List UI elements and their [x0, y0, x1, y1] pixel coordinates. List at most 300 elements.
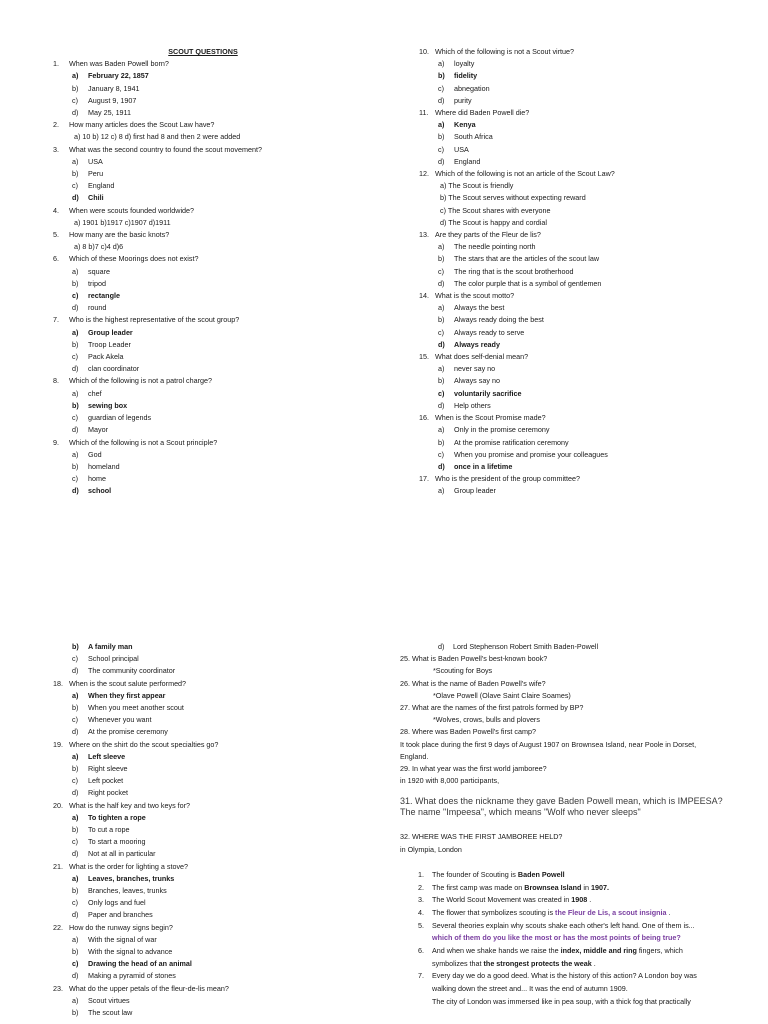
question-text: Where on the shirt do the scout specialties go?	[69, 739, 219, 749]
answer-option	[53, 107, 353, 119]
option-letter: d)	[72, 193, 79, 203]
option-letter: a)	[438, 486, 445, 496]
option-letter: c)	[72, 654, 78, 664]
question-number: 16.	[419, 413, 429, 423]
option-text: When you meet another scout	[88, 703, 184, 713]
answer-option	[53, 424, 353, 436]
option-letter: a)	[72, 71, 79, 81]
option-text: 1901 b)1917 c)1907 d)1911	[82, 217, 171, 227]
answer-31: The name "Impeesa", which means "Wolf who never sleeps"	[400, 806, 641, 817]
option-letter: d)	[440, 217, 449, 227]
question-text: How do the runway signs begin?	[69, 922, 173, 932]
option-text: Group leader	[88, 327, 133, 337]
option-text: Always ready doing the best	[454, 315, 544, 325]
question-number: 8.	[53, 376, 59, 386]
answer-option	[53, 763, 373, 775]
question-26: 26. What is the name of Baden Powell's wife?	[400, 678, 546, 688]
fact-number: 5.	[418, 920, 424, 930]
option-letter: c)	[72, 352, 78, 362]
option-text: USA	[88, 156, 103, 166]
question-1	[53, 58, 353, 70]
option-text: Always ready	[454, 339, 500, 349]
column-top-right	[419, 46, 749, 498]
option-letter: c)	[438, 144, 444, 154]
question-number: 6.	[53, 254, 59, 264]
option-letter: a)	[72, 327, 79, 337]
answer-option	[419, 314, 749, 326]
answer-option	[53, 690, 373, 702]
fact-7-continuation: walking down the street and... It was the end of autumn 1909.	[432, 984, 628, 994]
option-letter: c)	[438, 266, 444, 276]
question-text: How many articles does the Scout Law have?	[69, 120, 215, 130]
answer-option	[53, 290, 353, 302]
option-letter: c)	[72, 291, 79, 301]
fact-5-continuation: which of them do you like the most or has the most points of being true?	[432, 933, 681, 943]
answer-option	[53, 363, 353, 375]
option-text: South Africa	[454, 132, 493, 142]
answer-option	[53, 302, 353, 314]
option-text: USA	[454, 144, 469, 154]
fact-number: 4.	[418, 907, 424, 917]
question-28: 28. Where was Baden Powell's first camp?	[400, 727, 536, 737]
option-text: Only in the promise ceremony	[454, 425, 550, 435]
question-text: Which of the following is not an article of the Scout Law?	[435, 169, 615, 179]
question-number: 14.	[419, 291, 429, 301]
option-letter: a)	[438, 425, 445, 435]
option-text: square	[88, 266, 110, 276]
answer-option	[419, 217, 749, 229]
question-31: 31. What does the nickname they gave Baden Powell mean, which is IMPEESA?	[400, 796, 723, 807]
option-text: Group leader	[454, 486, 496, 496]
question-9	[53, 437, 353, 449]
option-text: never say no	[454, 364, 496, 374]
fact-emphasis: Baden Powell	[517, 869, 565, 879]
question-number: 11.	[419, 108, 429, 118]
answer-26: *Olave Powell (Olave Saint Claire Soames)	[433, 690, 571, 700]
option-text: sewing box	[88, 400, 128, 410]
question-number: 19.	[53, 739, 63, 749]
answer-option	[419, 400, 749, 412]
answer-option	[419, 327, 749, 339]
answer-29: in 1920 with 8,000 participants,	[400, 776, 500, 786]
option-letter: d)	[72, 910, 79, 920]
option-letter: a)	[72, 156, 79, 166]
answer-option	[53, 156, 353, 168]
option-text: August 9, 1907	[88, 95, 137, 105]
option-letter: d)	[72, 971, 79, 981]
option-text: Drawing the head of an animal	[88, 959, 192, 969]
question-18	[53, 678, 373, 690]
question-3	[53, 144, 353, 156]
answer-option	[53, 461, 353, 473]
fact-7-continuation: The city of London was immersed like in pea soup, with a thick fog that practically	[432, 996, 691, 1006]
answer-option	[419, 461, 749, 473]
answer-option	[53, 995, 373, 1007]
answer-option: d) Lord Stephenson Robert Smith Baden-Powell	[438, 642, 599, 651]
option-text: homeland	[88, 461, 120, 471]
question-23	[53, 983, 373, 995]
answer-option	[53, 217, 353, 229]
answer-option	[53, 848, 373, 860]
option-text: voluntarily sacrifice	[454, 388, 522, 398]
option-text: round	[88, 303, 107, 313]
answer-option	[53, 836, 373, 848]
answer-28-line1: It took place during the first 9 days of August 1907 on Brownsea Island, near Poole in Dorset,	[400, 739, 697, 749]
question-text: Are they parts of the Fleur de lis?	[435, 230, 541, 240]
option-letter: c)	[72, 959, 79, 969]
fact-number: 1.	[418, 869, 424, 879]
option-text: To cut a rope	[88, 825, 130, 835]
option-letter: d)	[72, 666, 79, 676]
answer-option	[53, 958, 373, 970]
fact-emphasis: Brownsea Island	[524, 882, 582, 892]
question-text: Which of the following is not a patrol charge?	[69, 376, 213, 386]
answer-option	[53, 714, 373, 726]
answer-option	[419, 437, 749, 449]
question-25: 25. What is Baden Powell's best-known book?	[400, 654, 548, 664]
option-letter: a)	[74, 217, 83, 227]
option-letter: d)	[438, 461, 445, 471]
answer-option	[53, 1007, 373, 1019]
answer-option	[419, 485, 749, 497]
answer-option	[53, 702, 373, 714]
answer-option	[419, 388, 749, 400]
answer-option	[53, 485, 353, 497]
question-15	[419, 351, 749, 363]
question-text: When was Baden Powell born?	[69, 59, 169, 69]
option-text: chef	[88, 388, 102, 398]
option-letter: a)	[72, 751, 79, 761]
question-text: Which of these Moorings does not exist?	[69, 254, 199, 264]
option-letter: c)	[438, 83, 444, 93]
question-4	[53, 205, 353, 217]
option-text: February 22, 1857	[88, 71, 149, 81]
question-number: 2.	[53, 120, 59, 130]
option-text: England	[88, 181, 115, 191]
option-letter: d)	[438, 400, 445, 410]
answer-option	[53, 897, 373, 909]
option-text: The needle pointing north	[454, 242, 536, 252]
question-17	[419, 473, 749, 485]
option-text: Help others	[454, 400, 491, 410]
facts-list	[400, 869, 760, 933]
question-number: 10.	[419, 47, 429, 56]
option-letter: c)	[72, 413, 78, 423]
question-number: 4.	[53, 205, 59, 215]
option-text: Only logs and fuel	[88, 898, 146, 908]
option-text: home	[88, 474, 106, 484]
answer-option	[53, 787, 373, 799]
option-text: guardian of legends	[88, 413, 152, 423]
option-text: clan coordinator	[88, 364, 140, 374]
option-text: May 25, 1911	[88, 108, 132, 118]
option-letter: a)	[72, 449, 79, 459]
answer-option	[53, 885, 373, 897]
question-text: Which of the following is not a Scout principle?	[69, 437, 218, 447]
question-16	[419, 412, 749, 424]
option-letter: d)	[72, 364, 79, 374]
question-8	[53, 375, 353, 387]
answer-option	[419, 278, 749, 290]
question-number: 17.	[419, 474, 429, 484]
option-letter: b)	[438, 132, 445, 142]
option-text: The stars that are the articles of the scout law	[454, 254, 600, 264]
option-text: 10 b) 12 c) 8 d) first had 8 and then 2 were added	[82, 132, 241, 142]
fact-text: The first camp was made on	[432, 882, 525, 892]
question-12	[419, 168, 749, 180]
option-text: Whenever you want	[88, 715, 152, 725]
option-text: Troop Leader	[88, 339, 131, 349]
question-text: Where did Baden Powell die?	[435, 108, 530, 118]
answer-option	[419, 180, 749, 192]
question-text: What is the scout motto?	[435, 291, 515, 301]
fact-text: Several theories explain why scouts shake each other's left hand. One of them is...	[432, 920, 695, 930]
option-text: Right pocket	[88, 788, 128, 798]
answer-option	[419, 95, 749, 107]
question-text: Which of the following is not a Scout virtue?	[435, 47, 575, 56]
answer-option	[419, 302, 749, 314]
option-text: The scout law	[88, 1008, 133, 1018]
option-letter: b)	[438, 315, 445, 325]
option-letter: c)	[438, 449, 444, 459]
option-text: Left pocket	[88, 776, 124, 786]
fact-item	[400, 882, 760, 895]
option-letter: a)	[72, 995, 79, 1005]
answer-option	[419, 449, 749, 461]
question-text: When is the Scout Promise made?	[435, 413, 546, 423]
answer-option	[419, 241, 749, 253]
question-19	[53, 739, 373, 751]
answer-option	[419, 119, 749, 131]
answer-25: *Scouting for Boys	[433, 666, 493, 676]
option-letter: b)	[72, 703, 79, 713]
option-letter: b)	[72, 169, 79, 179]
option-text: purity	[454, 95, 472, 105]
fact-item	[400, 907, 760, 920]
option-letter: d)	[72, 849, 79, 859]
answer-option	[419, 58, 749, 70]
option-letter: a)	[74, 132, 83, 142]
option-text: Peru	[88, 169, 104, 179]
option-letter: a)	[438, 303, 445, 313]
answer-option	[53, 873, 373, 885]
option-letter: a)	[72, 934, 79, 944]
option-letter: c)	[72, 181, 78, 191]
fact-text: .	[587, 895, 592, 905]
fact-emphasis: the Fleur de Lis, a scout insignia	[555, 907, 667, 917]
question-number: 21.	[53, 861, 63, 871]
fact-item	[400, 894, 760, 907]
question-20	[53, 800, 373, 812]
option-letter: d)	[438, 278, 445, 288]
answer-option	[53, 412, 353, 424]
option-letter: c)	[72, 715, 78, 725]
option-letter: d)	[72, 788, 79, 798]
answer-option	[419, 205, 749, 217]
option-letter: c)	[72, 837, 78, 847]
answer-option	[53, 934, 373, 946]
option-text: rectangle	[88, 291, 120, 301]
option-text: Paper and branches	[88, 910, 153, 920]
answer-option	[419, 375, 749, 387]
answer-option	[53, 192, 353, 204]
answer-option	[53, 641, 373, 653]
answer-option	[53, 726, 373, 738]
option-text: When they first appear	[88, 690, 166, 700]
question-text: What was the second country to found the scout movement?	[69, 144, 262, 154]
column-bottom-left	[53, 641, 373, 1019]
option-text: fidelity	[454, 71, 478, 81]
question-2	[53, 119, 353, 131]
answer-option	[53, 351, 353, 363]
question-6	[53, 253, 353, 265]
option-text: The color purple that is a symbol of gentlemen	[454, 278, 602, 288]
fact-item: 7. Every day we do a good deed. What is the history of this action? A London boy was	[418, 971, 697, 981]
option-text: abnegation	[454, 83, 490, 93]
option-text: once in a lifetime	[454, 461, 513, 471]
answer-option	[419, 424, 749, 436]
fact-item: 6. And when we shake hands we raise the index, middle and ring fingers, which	[418, 946, 683, 956]
answer-option	[53, 131, 353, 143]
fact-number: 2.	[418, 882, 424, 892]
option-letter: c)	[438, 388, 445, 398]
option-letter: d)	[438, 95, 445, 105]
option-text: The ring that is the scout brotherhood	[454, 266, 574, 276]
option-letter: b)	[72, 400, 79, 410]
option-text: Always say no	[454, 376, 500, 386]
fact-item	[400, 869, 760, 882]
option-text: Kenya	[454, 120, 476, 130]
answer-option	[53, 970, 373, 982]
option-text: With the signal to advance	[88, 947, 173, 957]
option-letter: b)	[72, 886, 79, 896]
fact-text: in	[581, 882, 591, 892]
answer-option	[419, 144, 749, 156]
question-number: 13.	[419, 230, 429, 240]
fact-text: The founder of Scouting is	[432, 869, 518, 879]
option-letter: b)	[72, 339, 79, 349]
option-text: Not at all in particular	[88, 849, 156, 859]
question-number: 5.	[53, 230, 59, 240]
option-text: With the signal of war	[88, 934, 157, 944]
option-text: The Scout is happy and cordial	[448, 217, 547, 227]
question-22	[53, 922, 373, 934]
answer-option	[53, 400, 353, 412]
option-text: To start a mooring	[88, 837, 146, 847]
option-letter: d)	[438, 339, 445, 349]
question-text: When were scouts founded worldwide?	[69, 205, 195, 215]
answer-option	[53, 95, 353, 107]
option-text: God	[88, 449, 102, 459]
question-number: 12.	[419, 169, 429, 179]
answer-option	[53, 751, 373, 763]
option-letter: b)	[72, 642, 79, 651]
answer-option	[419, 131, 749, 143]
question-text: What is the order for lighting a stove?	[69, 861, 189, 871]
question-text: Who is the highest representative of the scout group?	[69, 315, 240, 325]
fact-emphasis: 1907.	[591, 882, 609, 892]
option-text: Always the best	[454, 303, 505, 313]
answer-option	[53, 180, 353, 192]
option-letter: a)	[72, 690, 79, 700]
answer-option	[53, 449, 353, 461]
option-letter: d)	[438, 156, 445, 166]
option-text: To tighten a rope	[88, 812, 146, 822]
answer-option	[53, 473, 353, 485]
option-letter: b)	[72, 1008, 79, 1018]
option-text: January 8, 1941	[88, 83, 140, 93]
question-text: When is the scout salute performed?	[69, 678, 187, 688]
option-text: The Scout is friendly	[448, 181, 514, 191]
answer-32: in Olympia, London	[400, 844, 462, 854]
option-text: loyalty	[454, 59, 475, 69]
answer-option	[53, 168, 353, 180]
option-letter: a)	[440, 181, 449, 191]
option-text: The Scout shares with everyone	[447, 205, 551, 215]
option-letter: d)	[72, 425, 79, 435]
option-text: Always ready to serve	[454, 327, 525, 337]
option-letter: b)	[438, 71, 445, 81]
fact-6-continuation: symbolizes that the strongest protects the weak .	[432, 958, 596, 968]
option-letter: b)	[72, 461, 79, 471]
option-text: The Scout serves without expecting reward	[448, 193, 586, 203]
option-letter: c)	[438, 327, 444, 337]
option-letter: b)	[438, 254, 445, 264]
answer-option	[53, 946, 373, 958]
answer-option	[53, 653, 373, 665]
option-letter: a)	[72, 266, 79, 276]
fact-number: 3.	[418, 895, 424, 905]
question-14	[419, 290, 749, 302]
question-21	[53, 861, 373, 873]
option-text: Left sleeve	[88, 751, 126, 761]
option-letter: d)	[72, 486, 79, 496]
question-32: 32. WHERE WAS THE FIRST JAMBOREE HELD?	[400, 832, 563, 842]
answer-27: *Wolves, crows, bulls and plovers	[433, 715, 540, 725]
option-text: Right sleeve	[88, 764, 128, 774]
question-text: What does self-denial mean?	[435, 352, 529, 362]
option-letter: a)	[72, 873, 79, 883]
option-text: school	[88, 486, 112, 496]
answer-option	[53, 327, 353, 339]
option-letter: d)	[72, 727, 79, 737]
option-letter: a)	[438, 242, 445, 252]
answer-option	[53, 388, 353, 400]
option-letter: d)	[72, 108, 79, 118]
option-text: Pack Akela	[88, 352, 124, 362]
question-text: How many are the basic knots?	[69, 230, 170, 240]
question-number: 15.	[419, 352, 429, 362]
answer-option	[53, 812, 373, 824]
option-text: Making a pyramid of stones	[88, 971, 176, 981]
answer-option	[419, 156, 749, 168]
option-text: Mayor	[88, 425, 108, 435]
option-letter: a)	[438, 59, 445, 69]
question-number: 7.	[53, 315, 59, 325]
question-text: Who is the president of the group committee?	[435, 474, 581, 484]
option-letter: c)	[72, 776, 78, 786]
option-text: tripod	[88, 278, 106, 288]
answer-option	[53, 278, 353, 290]
option-letter: c)	[72, 898, 78, 908]
question-number: 22.	[53, 922, 63, 932]
answer-option	[419, 83, 749, 95]
option-letter: b)	[72, 83, 79, 93]
answer-option	[419, 253, 749, 265]
option-letter: b)	[440, 193, 449, 203]
option-letter: b)	[438, 376, 445, 386]
answer-option	[53, 70, 353, 82]
